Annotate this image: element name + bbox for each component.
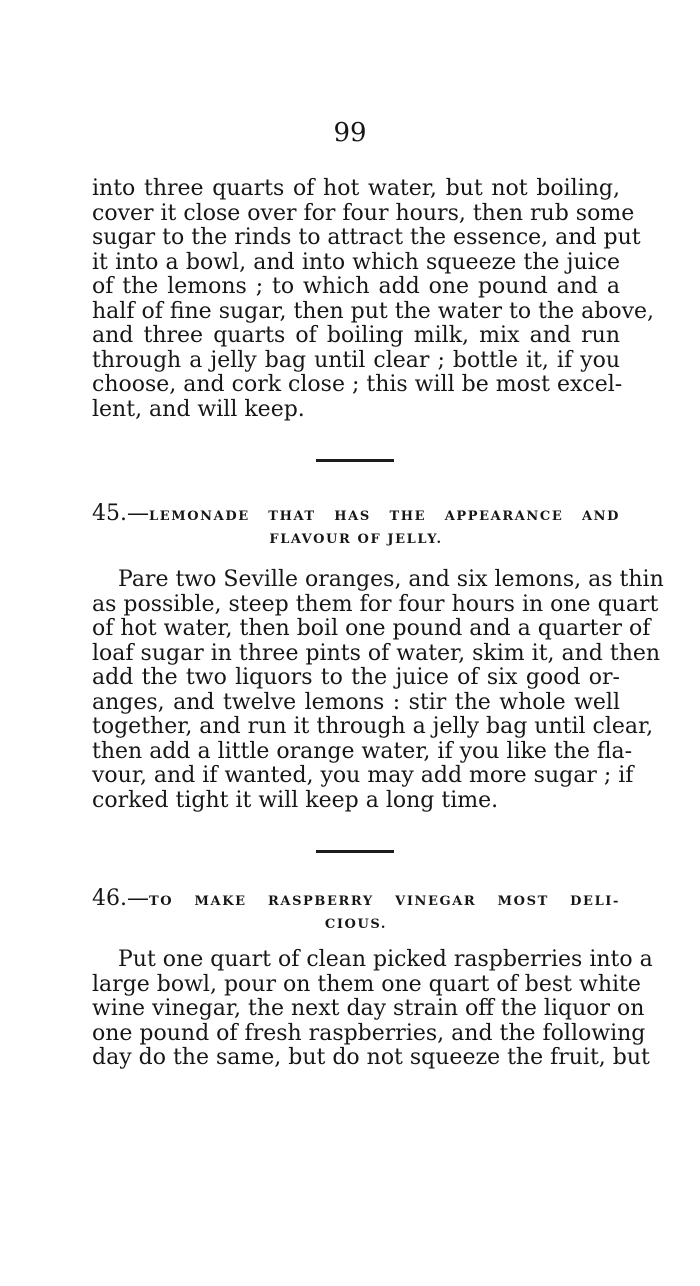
recipe-title-part: LEMONADE THAT HAS THE APPEARANCE AND bbox=[149, 509, 620, 524]
text-line: day do the same, but do not squeeze the fruit, but bbox=[92, 1045, 650, 1070]
text-line: anges, and twelve lemons : stir the whole well bbox=[92, 689, 620, 715]
recipe-45-body bbox=[92, 567, 664, 813]
text-line: loaf sugar in three pints of water, skim it, and then bbox=[92, 640, 661, 666]
heading-line bbox=[92, 526, 620, 550]
text-line: Put one quart of clean picked raspberries into a bbox=[118, 947, 653, 972]
text-line: half of fine sugar, then put the water to the above, bbox=[92, 298, 655, 324]
text-line: as possible, steep them for four hours in one quart bbox=[92, 591, 659, 617]
heading-line bbox=[92, 911, 620, 935]
text-line: corked tight it will keep a long time. bbox=[92, 787, 499, 813]
intro-paragraph bbox=[92, 176, 655, 422]
text-line: one pound of fresh raspberries, and the following bbox=[92, 1020, 646, 1046]
text-line: cover it close over for four hours, then rub some bbox=[92, 200, 635, 226]
text-line: and three quarts of boiling milk, mix and run bbox=[92, 323, 620, 348]
text-line: together, and run it through a jelly bag until clear, bbox=[92, 714, 654, 739]
text-line: large bowl, pour on them one quart of best white bbox=[92, 971, 641, 997]
recipe-46-body bbox=[92, 947, 653, 1071]
recipe-number: 46.— bbox=[92, 886, 149, 911]
recipe-46-heading bbox=[92, 887, 620, 935]
page-number: 99 bbox=[333, 118, 367, 148]
text-line: add the two liquors to the juice of six good or- bbox=[92, 665, 620, 690]
text-line: wine vinegar, the next day strain off the liquor on bbox=[92, 996, 645, 1021]
recipe-title-part: TO MAKE RASPBERRY VINEGAR MOST DELI- bbox=[149, 894, 620, 909]
section-divider-rule bbox=[316, 459, 394, 462]
text-line: of the lemons ; to which add one pound and a bbox=[92, 274, 620, 299]
section-divider-rule bbox=[316, 850, 394, 853]
text-line: it into a bowl, and into which squeeze the juice bbox=[92, 249, 620, 275]
text-line: through a jelly bag until clear ; bottle it, if you bbox=[92, 347, 620, 373]
heading-line bbox=[92, 502, 620, 526]
recipe-title-part: FLAVOUR OF JELLY. bbox=[269, 532, 443, 547]
text-line: vour, and if wanted, you may add more sugar ; if bbox=[92, 763, 634, 788]
recipe-number: 45.— bbox=[92, 501, 149, 526]
text-line: of hot water, then boil one pound and a quarter of bbox=[92, 616, 651, 641]
text-line: Pare two Seville oranges, and six lemons, as thin bbox=[118, 567, 664, 592]
recipe-title-part: CIOUS. bbox=[324, 917, 388, 932]
heading-line bbox=[92, 887, 620, 911]
text-line: lent, and will keep. bbox=[92, 396, 305, 422]
recipe-45-heading bbox=[92, 502, 620, 550]
text-line: into three quarts of hot water, but not boiling, bbox=[92, 176, 620, 201]
text-line: sugar to the rinds to attract the essence, and put bbox=[92, 225, 641, 250]
text-line: choose, and cork close ; this will be most excel- bbox=[92, 372, 623, 397]
text-line: then add a little orange water, if you like the fla- bbox=[92, 738, 633, 764]
